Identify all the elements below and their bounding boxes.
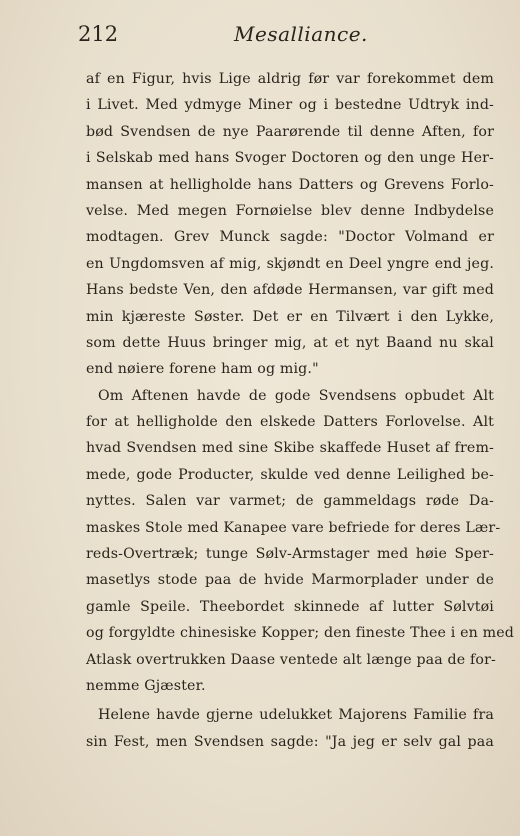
page-header — [78, 22, 492, 52]
body-text — [86, 66, 514, 755]
text-line: reds-Overtræk; tunge Sølv-Armstager med høie Sper- — [86, 546, 494, 563]
text-line: bød Svendsen de nye Paarørende til denne Aften, for — [86, 123, 494, 140]
text-line: i Livet. Med ydmyge Miner og i bestedne Udtryk ind- — [86, 97, 494, 114]
text-line: nemme Gjæster. — [86, 677, 206, 694]
text-line: velse. Med megen Fornøielse blev denne Indbydelse — [86, 202, 494, 219]
running-title: Mesalliance. — [234, 22, 368, 46]
text-line: af en Figur, hvis Lige aldrig før var forekommet dem — [86, 71, 494, 87]
text-line: nyttes. Salen var varmet; de gammeldags røde Da- — [86, 493, 494, 510]
text-line: for at helligholde den elskede Datters Forlovelse. Alt — [86, 414, 494, 431]
text-line: en Ungdomsven af mig, skjøndt en Deel yngre end jeg. — [86, 255, 494, 272]
text-line: mede, gode Producter, skulde ved denne Leilighed be- — [86, 466, 494, 483]
text-line: Hans bedste Ven, den afdøde Hermansen, var gift med — [86, 282, 494, 299]
page-number: 212 — [78, 22, 119, 46]
text-line: Atlask overtrukken Daase ventede alt længe paa de for- — [86, 651, 496, 668]
text-line: hvad Svendsen med sine Skibe skaffede Huset af frem- — [86, 440, 494, 457]
text-line: min kjæreste Søster. Det er en Tilvært i den Lykke, — [86, 308, 494, 325]
text-line: i Selskab med hans Svoger Doctoren og den unge Her- — [86, 150, 494, 167]
text-line: Om Aftenen havde de gode Svendsens opbudet Alt — [98, 387, 494, 404]
text-line: gamle Speile. Theebordet skinnede af lutter Sølvtøi — [86, 598, 494, 615]
text-line: Helene havde gjerne udelukket Majorens Familie fra — [98, 707, 494, 724]
text-line: som dette Huus bringer mig, at et nyt Baand nu skal — [86, 334, 494, 351]
text-line: maskes Stole med Kanapee vare befriede for deres Lær- — [86, 519, 501, 536]
text-line: mansen at helligholde hans Datters og Grevens Forlo- — [86, 176, 494, 193]
text-line: og forgyldte chinesiske Kopper; den fineste Thee i en med — [86, 625, 514, 642]
text-line: end nøiere forene ham og mig." — [86, 361, 319, 378]
text-line: masetlys stode paa de hvide Marmorplader under de — [86, 572, 494, 589]
text-line: sin Fest, men Svendsen sagde: "Ja jeg er selv gal paa — [86, 733, 494, 750]
text-line: modtagen. Grev Munck sagde: "Doctor Volmand er — [86, 229, 494, 246]
